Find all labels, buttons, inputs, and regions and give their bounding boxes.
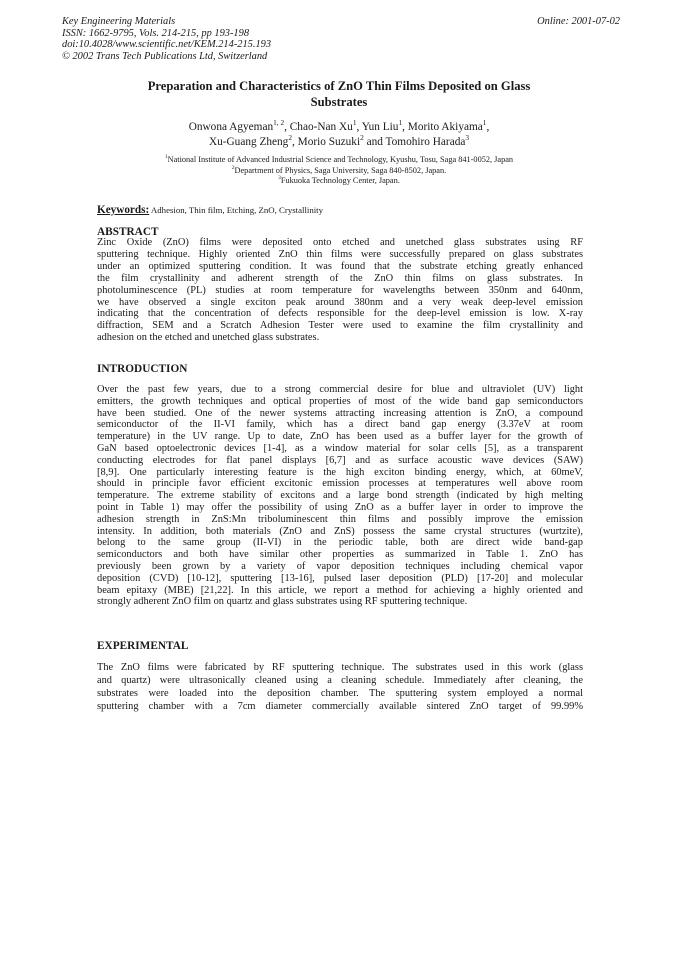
text-line: under an optimized sputtering condition. It was found that the substrate etching greatly enhanced	[97, 260, 583, 272]
text-line: and quartz) were ultrasonically cleaned using a cleaning schedule. Immediately after cleaning, the	[97, 675, 583, 687]
introduction-heading: INTRODUCTION	[97, 363, 188, 375]
journal-header	[62, 16, 620, 62]
text-line: should in principle favor efficient excitonic emission processes at temperatures well above room	[97, 478, 583, 490]
text-line: beam epitaxy (MBE) [21,22]. In this article, we report a method for achieving a highly oriented and	[97, 584, 583, 596]
text-line: conducting electrodes for flat panel displays [6,7] and as surface acoustic wave devices (SAW)	[97, 454, 583, 466]
affiliation-text: Fukuoka Technology Center, Japan.	[280, 176, 400, 186]
affiliation-text: Department of Physics, Saga University, Saga 840-8502, Japan.	[234, 165, 447, 175]
keywords	[97, 204, 323, 216]
paper-title	[100, 78, 578, 110]
author-name: , Morito Akiyama	[402, 121, 483, 133]
author-affiliation-mark: 3	[465, 132, 470, 142]
text-line: adhesion strength in ZnS:Mn triboluminescent thin films and possibly improve the emission	[97, 513, 583, 525]
affiliation-text: National Institute of Advanced Industrial Science and Technology, Kyushu, Tosu, Saga 841-0052, Japan	[167, 155, 514, 164]
journal-issn: ISSN: 1662-9795, Vols. 214-215, pp 193-198	[62, 27, 250, 39]
text-line: substrates were loaded into the deposition chamber. The sputtering system employed a normal	[97, 688, 583, 700]
text-line: point in Table 1) may offer the possibility of using ZnO as a buffer layer in order to improve the	[97, 501, 583, 513]
author-name: and Tomohiro Harada	[363, 135, 466, 148]
text-line: adhesion on the etched and unetched glass substrates.	[97, 332, 320, 344]
introduction-body	[97, 384, 583, 608]
text-line: sputtering chamber with a 7cm diameter commercially available sintered ZnO target of 99.99%	[97, 701, 583, 713]
text-line: [8,9]. One particularly interesting feature is the high exciton binding energy, which, at 60meV,	[97, 466, 583, 478]
keywords-label: Keywords:	[97, 204, 150, 216]
author-affiliation-mark: 2	[288, 132, 292, 142]
text-line: temperature. The extreme stability of excitons and a large bond strength (indicated by high melting	[97, 490, 583, 502]
affiliation-mark: 1	[164, 154, 168, 161]
text-line: The ZnO films were fabricated by RF sputtering technique. The substrates used in this work (glass	[97, 662, 583, 673]
text-line: temperature) in the UV range. Up to date, ZnO has been used as a buffer layer for the growth of	[97, 431, 583, 443]
text-line: strongly adherent ZnO film on quartz and glass substrates using RF sputtering technique.	[97, 596, 468, 608]
author-affiliation-mark: 1	[352, 118, 357, 128]
affiliation-mark: 2	[231, 164, 235, 171]
author-name: Onwona Agyeman	[188, 121, 274, 133]
paper-title-line: Substrates	[310, 95, 368, 109]
affiliation	[90, 166, 588, 177]
affiliation-mark: 3	[278, 175, 281, 182]
author-affiliation-mark: 1	[482, 118, 487, 128]
author-line	[100, 132, 578, 150]
affiliation	[90, 155, 588, 166]
text-line: emitters, the growth techniques and optical properties of most of the wide band gap semiconductors	[97, 395, 583, 407]
author-affiliation-mark: 1	[398, 118, 403, 128]
abstract-body	[97, 237, 583, 344]
affiliation-list	[90, 155, 588, 187]
text-line: the film crystallinity and adherent strength of the ZnO thin films on glass substrates. In	[97, 272, 583, 284]
text-line: diffraction, SEM and a Scratch Adhesion Tester were used to examine the film crystallinity and	[97, 320, 583, 332]
author-separator: ,	[486, 121, 490, 133]
online-date: Online: 2001-07-02	[537, 16, 620, 27]
author-name: , Morio Suzuki	[292, 135, 361, 148]
text-line: Over the past few years, due to a strong commercial desire for blue and ultraviolet (UV) light	[97, 384, 583, 395]
text-line: indicating that the concentration of defects responsible for the deep-level emission is low. X-ray	[97, 308, 583, 320]
text-line: semiconductor of the II-VI family, which has a direct band gap energy (3.37eV at room	[97, 419, 583, 431]
text-line: previously been grown by a variety of vapor deposition techniques including chemical vapor	[97, 560, 583, 572]
author-name: Xu-Guang Zheng	[208, 135, 289, 148]
text-line: deposition (CVD) [10-12], sputtering [13-16], pulsed laser deposition (PLD) [17-20] and molecular	[97, 572, 583, 584]
author-name: , Yun Liu	[356, 121, 399, 133]
text-line: GaN based optoelectronic devices [1-4], as a window material for solar cells [5], as a transparent	[97, 442, 583, 454]
keywords-text: Adhesion, Thin film, Etching, ZnO, Crystallinity	[149, 205, 324, 215]
author-affiliation-mark: 2	[360, 132, 364, 142]
text-line: Zinc Oxide (ZnO) films were deposited onto etched and unetched glass substrates using RF	[97, 237, 583, 248]
text-line: we have observed a single exciton peak around 380nm and a very weak deep-level emission	[97, 296, 583, 308]
text-line: belong to the same group (II-VI) in the periodic table, both are direct wide band-gap	[97, 537, 583, 549]
author-list	[100, 120, 578, 149]
text-line: intensity. In addition, both materials (ZnO and ZnS) possess the same crystal structures (wurtzite),	[97, 525, 583, 537]
experimental-body	[97, 661, 583, 713]
text-line: have been studied. One of the newer systems attracting increasing attention is ZnO, a compound	[97, 407, 583, 419]
text-line: semiconductors and both have similar other properties as summarized in Table 1. ZnO has	[97, 549, 583, 561]
affiliation	[90, 176, 588, 187]
abstract-heading: ABSTRACT	[97, 226, 159, 238]
author-affiliation-mark: 1, 2	[273, 118, 285, 128]
journal-name: Key Engineering Materials	[62, 16, 176, 27]
text-line: photoluminescence (PL) studies at room temperature for wavelengths between 350nm and 640nm,	[97, 284, 583, 296]
text-line: sputtering technique. Highly oriented ZnO thin films were successfully prepared on glass substrates	[97, 248, 583, 260]
paper-title-line: Preparation and Characteristics of ZnO Thin Films Deposited on Glass	[147, 79, 531, 93]
journal-doi: doi:10.4028/www.scientific.net/KEM.214-215.193	[62, 39, 272, 51]
author-line	[100, 120, 578, 135]
author-name: , Chao-Nan Xu	[284, 121, 353, 133]
journal-copyright: © 2002 Trans Tech Publications Ltd, Switzerland	[62, 50, 268, 62]
experimental-heading: EXPERIMENTAL	[97, 640, 189, 652]
